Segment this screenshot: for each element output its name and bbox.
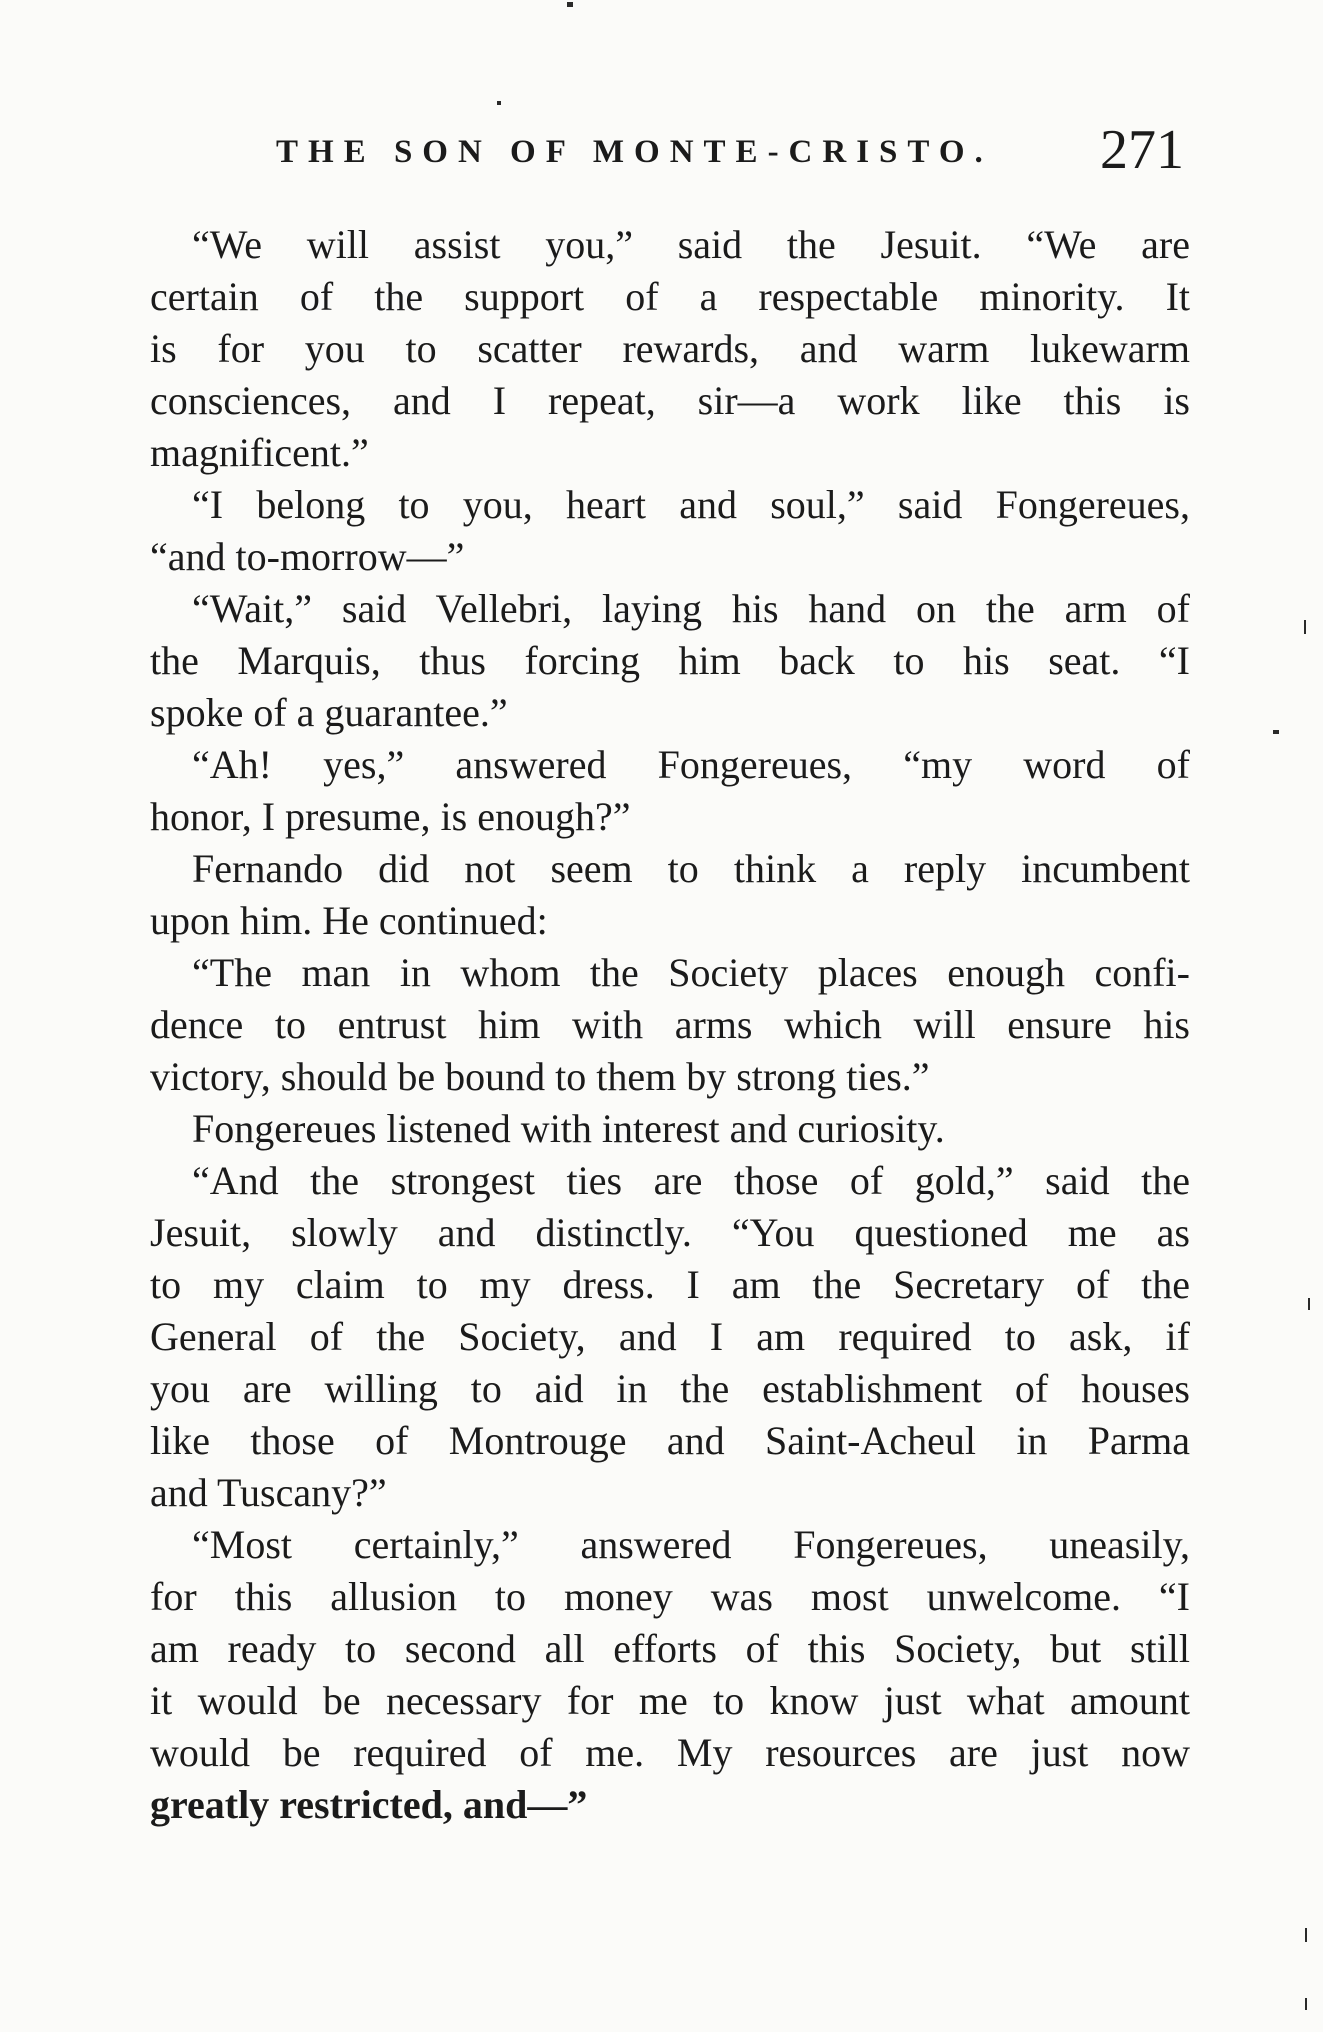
text-line: Fongereues listened with interest and curiosity. [192, 1106, 945, 1151]
text-line: “The man in whom the Society places enough confi- [192, 950, 1190, 995]
text-line: consciences, and I repeat, sir—a work like this is [150, 378, 1190, 423]
text-line: upon him. He continued: [150, 898, 548, 943]
scan-speck [1273, 730, 1279, 734]
text-line: the Marquis, thus forcing him back to his seat. “I [150, 638, 1190, 683]
page-number: 271 [1100, 119, 1184, 181]
running-title: THE SON OF MONTE-CRISTO. [276, 134, 993, 170]
text-line: would be required of me. My resources are just now [150, 1730, 1190, 1775]
text-line: for this allusion to money was most unwelcome. “I [150, 1574, 1190, 1619]
page-header [152, 118, 1192, 188]
text-line: is for you to scatter rewards, and warm lukewarm [150, 326, 1190, 371]
text-line: it would be necessary for me to know just what amount [150, 1678, 1190, 1723]
text-line: “Wait,” said Vellebri, laying his hand on the arm of [192, 586, 1190, 631]
text-line: am ready to second all efforts of this Society, but still [150, 1626, 1190, 1671]
text-line: “We will assist you,” said the Jesuit. “We are [192, 222, 1190, 267]
text-line: Jesuit, slowly and distinctly. “You questioned me as [150, 1210, 1190, 1255]
scan-speck [567, 2, 573, 7]
text-line: honor, I presume, is enough?” [150, 794, 631, 839]
text-line: General of the Society, and I am required to ask, if [150, 1314, 1190, 1359]
text-line: magnificent.” [150, 430, 369, 475]
text-line: “And the strongest ties are those of gold,” said the [192, 1158, 1190, 1203]
text-line: “and to-morrow—” [150, 534, 465, 579]
text-line: “I belong to you, heart and soul,” said Fongereues, [192, 482, 1190, 527]
text-line: like those of Montrouge and Saint-Acheul in Parma [150, 1418, 1190, 1463]
scan-speck [497, 101, 501, 105]
text-line: and Tuscany?” [150, 1470, 387, 1515]
scan-speck [1304, 620, 1306, 634]
text-line: to my claim to my dress. I am the Secretary of the [150, 1262, 1190, 1307]
text-line: greatly restricted, and—” [150, 1782, 588, 1827]
text-line: dence to entrust him with arms which will ensure his [150, 1002, 1190, 1047]
text-line: spoke of a guarantee.” [150, 690, 508, 735]
body-text [150, 219, 1190, 1831]
text-line: “Ah! yes,” answered Fongereues, “my word of [192, 742, 1190, 787]
scan-speck [1305, 1998, 1307, 2010]
text-line: certain of the support of a respectable minority. It [150, 274, 1190, 319]
scan-speck [1305, 1928, 1307, 1942]
text-line: Fernando did not seem to think a reply incumbent [192, 846, 1190, 891]
text-line: you are willing to aid in the establishment of houses [150, 1366, 1190, 1411]
text-line: “Most certainly,” answered Fongereues, uneasily, [192, 1522, 1190, 1567]
scan-speck [1308, 1298, 1310, 1310]
text-line: victory, should be bound to them by strong ties.” [150, 1054, 930, 1099]
